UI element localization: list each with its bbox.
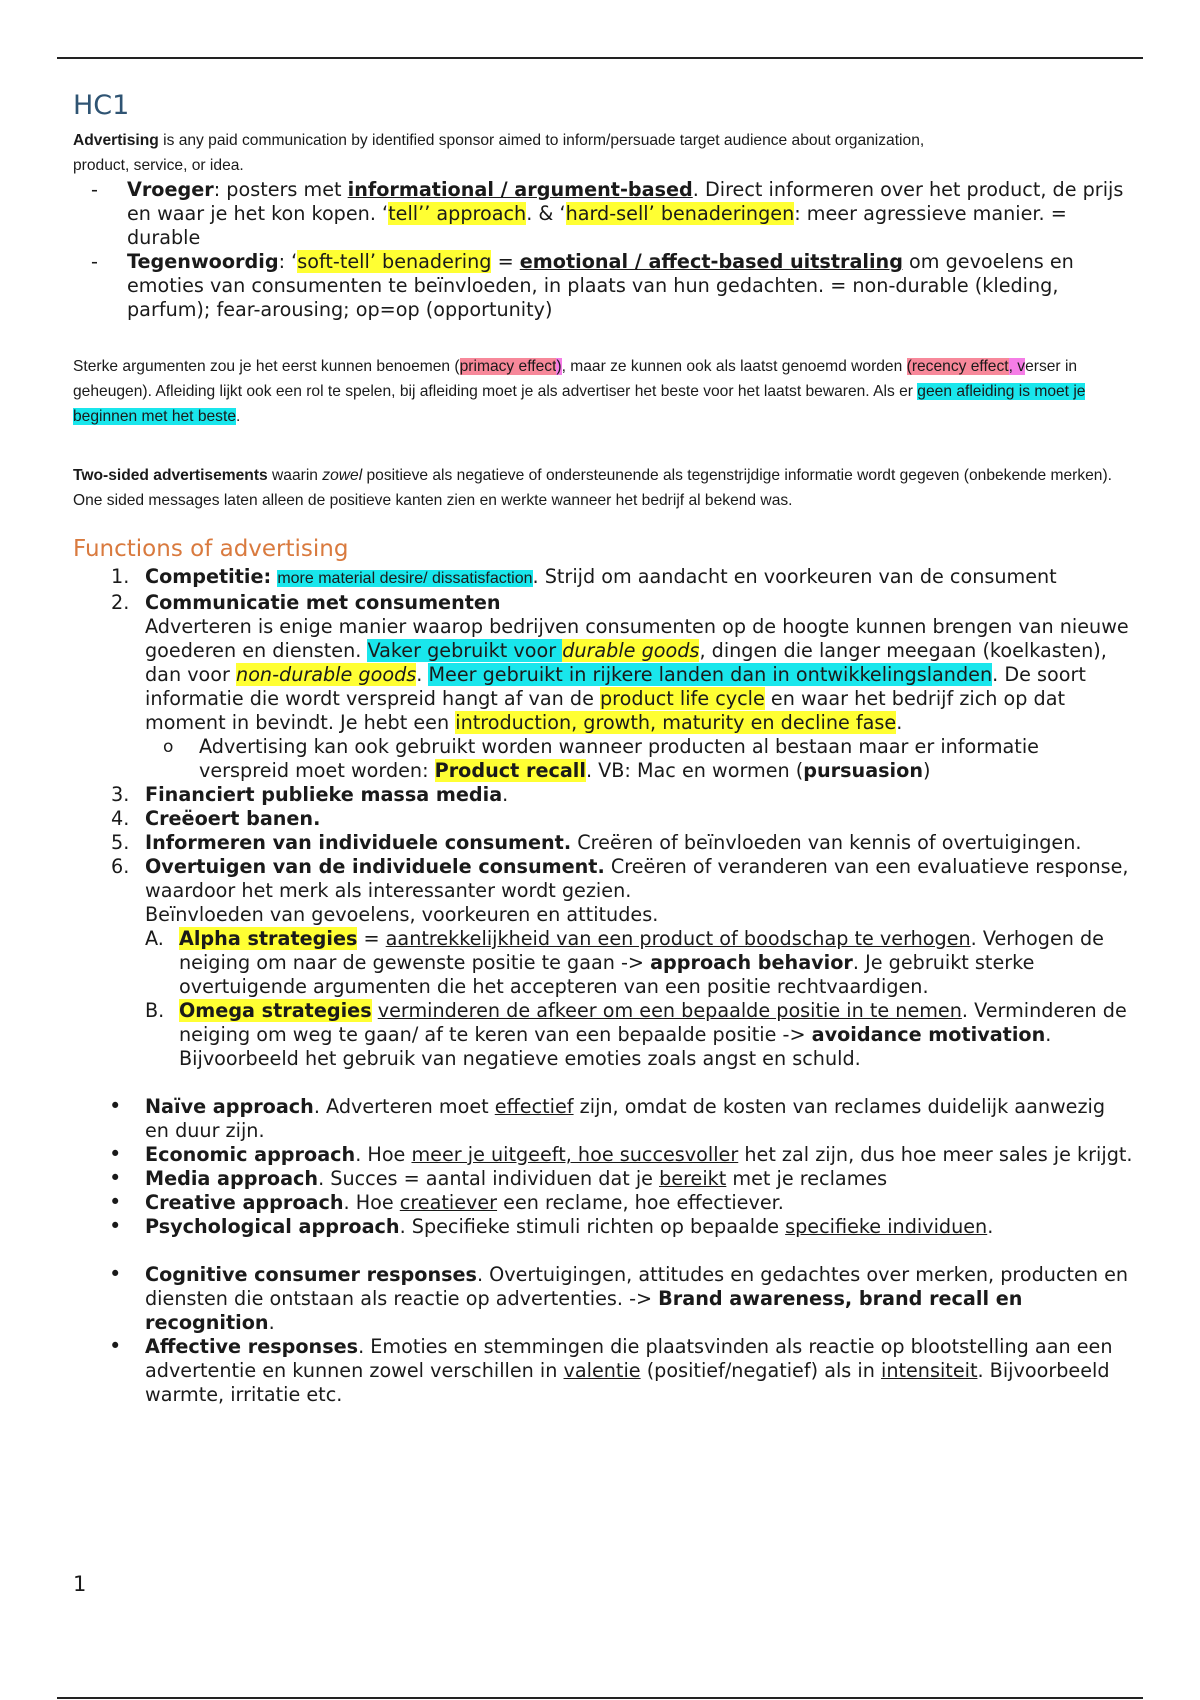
approach-economic — [109, 1142, 1133, 1167]
text: een reclame, hoe effectiever. — [497, 1191, 784, 1214]
text: waarin — [267, 467, 323, 484]
bullet-marker: • — [109, 1094, 122, 1118]
term-bold: Vroeger — [127, 178, 214, 201]
term-bold-underline: emotional / affect-based uitstraling — [519, 250, 903, 273]
text: het zal zijn, dus hoe meer sales je krijgt. — [738, 1143, 1133, 1166]
dash-marker: - — [91, 250, 98, 273]
function-item-3 — [111, 783, 1133, 807]
text: = — [357, 927, 386, 950]
text: : posters met — [213, 178, 348, 201]
text: erser in geheugen). Afleiding lijkt ook een rol te spelen, bij afleiding moet je als advertiser het beste voor het laatst bewaren. Als er — [73, 358, 1078, 400]
list-number: 3. — [111, 783, 130, 806]
sub-list-item — [163, 735, 1133, 783]
highlight-magenta: , v — [1008, 358, 1026, 375]
approaches-list — [73, 1095, 1133, 1239]
sub-list — [145, 735, 1133, 783]
strategy-list — [145, 927, 1133, 1071]
text: . — [416, 663, 429, 686]
primacy-paragraph — [73, 354, 1133, 429]
term-bold-underline: informational / argument-based — [347, 178, 693, 201]
term-bold: Tegenwoordig — [127, 250, 279, 273]
text-italic: zowel — [322, 467, 363, 484]
bullet-marker: • — [109, 1262, 122, 1286]
list-item-vroeger — [91, 178, 1133, 250]
text: : meer agressieve manier. = durable — [127, 202, 1067, 249]
term-bold: Informeren van individuele consument. — [145, 831, 572, 854]
intro-text-2: product, service, or idea. — [73, 157, 244, 174]
term-bold: Financiert publieke massa media — [145, 783, 503, 806]
text-underline: specifieke individuen — [785, 1215, 988, 1238]
text: . & ‘ — [526, 202, 566, 225]
function-item-2 — [111, 591, 1133, 783]
term-bold: Media approach — [145, 1167, 319, 1190]
text: Sterke argumenten zou je het eerst kunnen benoemen ( — [73, 358, 460, 375]
text-underline: verminderen de afkeer om een bepaalde positie in te nemen — [377, 999, 962, 1022]
highlight-magenta: ) — [556, 358, 562, 375]
text: . Verhogen de neiging om naar de gewenste positie te gaan -> — [179, 927, 1104, 974]
term-bold: approach behavior — [650, 951, 853, 974]
function-item-1 — [111, 565, 1133, 591]
bullet-marker: • — [109, 1166, 122, 1190]
text: , maar ze kunnen ook als laatst genoemd worden — [561, 358, 907, 375]
term-bold: Competitie: — [145, 565, 272, 588]
term-bold: Economic approach — [145, 1143, 356, 1166]
text: met je reclames — [726, 1167, 888, 1190]
functions-heading: Functions of advertising — [73, 536, 349, 562]
text-underline: creatiever — [399, 1191, 498, 1214]
term-bold: Cognitive consumer responses — [145, 1263, 477, 1286]
term-bold: Psychological approach — [145, 1215, 400, 1238]
text: . Bijvoorbeeld het gebruik van negatieve emoties zoals angst en schuld. — [179, 1023, 1052, 1070]
page-number: 1 — [73, 1572, 87, 1596]
response-cognitive — [109, 1262, 1133, 1335]
highlight-pink: primacy effect — [459, 358, 557, 375]
highlight-yellow: introduction, growth, maturity en decline fase — [455, 711, 897, 734]
term-bold: Creative approach — [145, 1191, 344, 1214]
text: Adverteren is enige manier waarop bedrijven consumenten op de hoogte kunnen brengen van nieuwe goederen en diensten. — [145, 615, 1129, 662]
text-underline: aantrekkelijkheid van een product of boodschap te verhogen — [385, 927, 971, 950]
list-number: 1. — [111, 565, 130, 588]
text: . — [987, 1215, 994, 1238]
text: . Emoties en stemmingen die plaatsvinden als reactie op blootstelling aan een advertentie en kunnen zowel verschillen in — [145, 1335, 1113, 1382]
function-item-6 — [111, 855, 1133, 1071]
text: = — [491, 250, 520, 273]
intro-paragraph — [73, 128, 1133, 178]
list-number: 5. — [111, 831, 130, 854]
two-sided-paragraph — [73, 463, 1133, 513]
term-bold: avoidance motivation — [811, 1023, 1046, 1046]
highlight-cyan: Vaker gebruikt voor — [367, 639, 563, 662]
highlight-yellow-bold: Product recall — [434, 759, 586, 782]
strategy-item-omega — [145, 999, 1133, 1071]
term-bold: Naïve approach — [145, 1095, 314, 1118]
functions-list — [73, 565, 1133, 1071]
term-bold: Communicatie met consumenten — [145, 591, 501, 614]
text: . Hoe — [343, 1191, 400, 1214]
approach-media — [109, 1166, 1133, 1191]
list-number: 2. — [111, 591, 130, 614]
text: om gevoelens en emoties van consumenten te beïnvloeden, in plaats van hun gedachten. = non-durable (kleding, parfum); fear-arousing; op=op (opportunity) — [127, 250, 1074, 321]
approach-naive — [109, 1094, 1133, 1143]
text: ) — [922, 759, 931, 782]
highlight-cyan: Meer gebruikt in rijkere landen dan in ontwikkelingslanden — [428, 663, 993, 686]
highlight-yellow: hard-sell’ benaderingen — [565, 202, 795, 225]
highlight-cyan: more material desire/ dissatisfaction — [277, 570, 533, 587]
text: . Adverteren moet — [313, 1095, 495, 1118]
header-rule — [57, 57, 1143, 59]
text: , dingen die langer meegaan (koelkasten), dan voor — [145, 639, 1107, 686]
highlight-pink: ( — [906, 358, 912, 375]
text: . Je gebruikt sterke overtuigende argumenten die het accepteren van een positie rechtvaardigen. — [179, 951, 1035, 998]
text: zijn, omdat de kosten van reclames duidelijk aanwezig en duur zijn. — [145, 1095, 1106, 1142]
term-bold: Brand awareness, brand recall en recognition — [145, 1287, 1023, 1334]
highlight-yellow: tell’’ approach — [388, 202, 527, 225]
bullet-marker: • — [109, 1190, 122, 1214]
highlight-pink: recency effect — [911, 358, 1009, 375]
text: Creëren of veranderen van een evaluatieve response, waardoor het merk als interessanter wordt gezien. — [145, 855, 1129, 902]
text-underline: effectief — [494, 1095, 574, 1118]
term-bold: Creëoert banen. — [145, 807, 321, 830]
text: . — [268, 1311, 275, 1334]
highlight-yellow-italic: non-durable goods — [236, 663, 417, 686]
text: . Verminderen de neiging om weg te gaan/ af te keren van een bepaalde positie -> — [179, 999, 1127, 1046]
term-bold: Two-sided advertisements — [73, 467, 268, 484]
sub-marker: o — [163, 737, 174, 757]
text-underline: intensiteit — [880, 1359, 978, 1382]
dash-list — [73, 178, 1133, 322]
bullet-marker: • — [109, 1214, 122, 1238]
text: . Hoe — [355, 1143, 412, 1166]
text: . Strijd om aandacht en voorkeuren van de consument — [532, 565, 1057, 588]
text: . Bijvoorbeeld warmte, irritatie etc. — [145, 1359, 1110, 1406]
highlight-yellow: product life cycle — [600, 687, 765, 710]
text: . De soort informatie die wordt verspreid hangt af van de — [145, 663, 1086, 710]
text: Creëren of beïnvloeden van kennis of overtuigingen. — [571, 831, 1082, 854]
text-underline: meer je uitgeeft, hoe succesvoller — [411, 1143, 739, 1166]
text: . Specifieke stimuli richten op bepaalde — [399, 1215, 786, 1238]
bullet-marker: • — [109, 1334, 122, 1358]
highlight-yellow: soft-tell’ benadering — [297, 250, 492, 273]
document-body — [73, 88, 1133, 1407]
intro-text: is any paid communication by identified sponsor aimed to inform/persuade target audience about organization, — [158, 132, 925, 149]
text-underline: bereikt — [659, 1167, 727, 1190]
page-heading: HC1 — [73, 90, 130, 121]
text: . — [236, 408, 241, 425]
list-item-tegenwoordig — [91, 250, 1133, 322]
list-letter: A. — [145, 927, 164, 950]
highlight-yellow-bold: Alpha strategies — [179, 927, 358, 950]
text: (positief/negatief) als in — [640, 1359, 881, 1382]
text-underline: valentie — [563, 1359, 641, 1382]
dash-marker: - — [91, 178, 98, 201]
text: . Direct informeren over het product, de prijs en waar je het kon kopen. ‘ — [127, 178, 1124, 225]
list-number: 6. — [111, 855, 130, 878]
intro-term: Advertising — [73, 132, 159, 149]
text: . — [896, 711, 903, 734]
text: . Overtuigingen, attitudes en gedachtes over merken, producten en diensten die ontstaan als reactie op advertenties. -> — [145, 1263, 1129, 1310]
text: Advertising kan ook gebruikt worden wanneer producten al bestaan maar er informatie verspreid moet worden: — [199, 735, 1039, 782]
term-bold: Affective responses — [145, 1335, 359, 1358]
text: . VB: Mac en wormen ( — [585, 759, 804, 782]
function-item-4 — [111, 807, 1133, 831]
text: . Succes = aantal individuen dat je — [318, 1167, 660, 1190]
response-affective — [109, 1334, 1133, 1407]
text: en waar het bedrijf zich op dat moment in bevindt. Je hebt een — [145, 687, 1066, 734]
term-bold: pursuasion — [803, 759, 923, 782]
highlight-cyan: geen afleiding is moet je beginnen met het beste — [73, 383, 1086, 425]
footer-rule — [57, 1697, 1143, 1699]
function-item-5 — [111, 831, 1133, 855]
approach-psychological — [109, 1214, 1133, 1239]
responses-list — [73, 1263, 1133, 1407]
term-bold: Overtuigen van de individuele consument. — [145, 855, 605, 878]
strategy-item-alpha — [145, 927, 1133, 999]
text: . — [502, 783, 509, 806]
bullet-marker: • — [109, 1142, 122, 1166]
approach-creative — [109, 1190, 1133, 1215]
text: Beïnvloeden van gevoelens, voorkeuren en attitudes. — [145, 903, 659, 926]
highlight-yellow-bold: Omega strategies — [179, 999, 372, 1022]
highlight-yellow-italic: durable goods — [562, 639, 700, 662]
text: positieve als negatieve of ondersteunende als tegenstrijdige informatie wordt gegeven (onbekende merken). One sided messages laten alleen de positieve kanten zien en werkte wanneer het bedrijf al bekend was. — [73, 467, 1113, 509]
list-letter: B. — [145, 999, 165, 1022]
text: : ‘ — [278, 250, 298, 273]
list-number: 4. — [111, 807, 130, 830]
